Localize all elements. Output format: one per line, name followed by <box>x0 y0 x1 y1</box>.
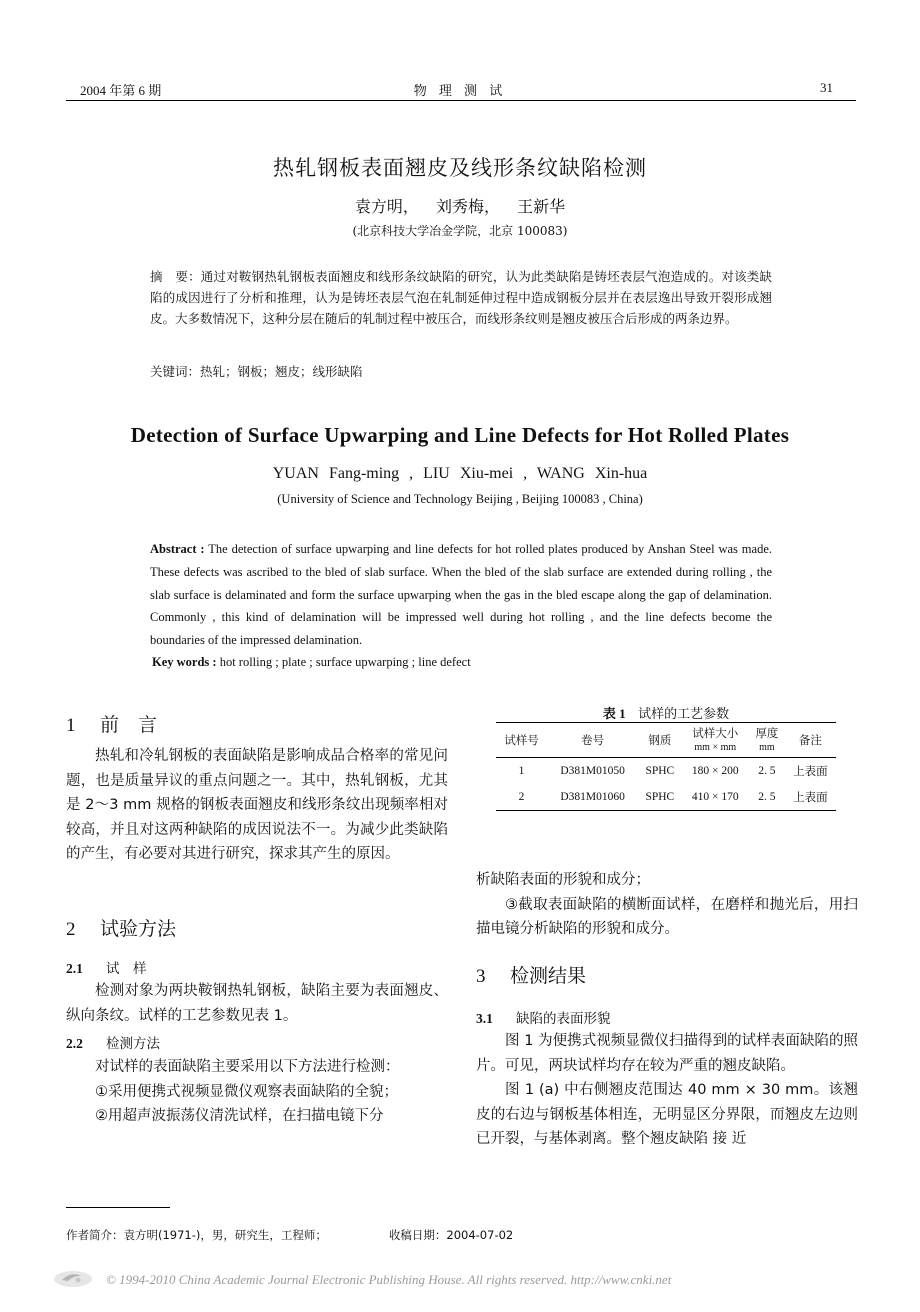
section-3-1-heading <box>476 1007 611 1027</box>
table-1-title: 试样的工艺参数 <box>638 707 730 722</box>
cell-note: 上表面 <box>793 764 828 778</box>
footnote <box>66 1227 513 1243</box>
keywords-en <box>152 655 471 670</box>
cell-size: 410 × 170 <box>682 784 749 811</box>
section-2-2-heading <box>66 1032 160 1052</box>
keywords-zh <box>150 362 363 380</box>
col-thickness-unit: mm <box>759 742 775 753</box>
cell-note: 上表面 <box>785 784 836 811</box>
footnote-received-date: 收稿日期：2004-07-02 <box>388 1228 514 1242</box>
col-steel-grade: 钢质 <box>638 723 682 758</box>
col-thickness-label: 厚度 <box>755 726 779 740</box>
section-2-1-paragraph: 检测对象为两块鞍钢热轧钢板，缺陷主要为表面翘皮、纵向条纹。试样的工艺参数见表 1。 <box>66 983 448 1024</box>
section-3-1-paragraph-1: 图 1 为便携式视频显微仪扫描得到的试样表面缺陷的照片。可见，两块试样均存在较为严重的翘皮缺陷。 <box>476 1033 858 1074</box>
cell-size: 180 × 200 <box>691 765 739 777</box>
col-sample-id: 试样号 <box>496 723 547 758</box>
section-1-title: 前 言 <box>100 714 158 736</box>
col-sample-size <box>682 723 749 758</box>
section-2-2-method-3: ③截取表面缺陷的横断面试样，在磨样和抛光后，用扫描电镜分析缺陷的形貌和成分。 <box>476 896 858 937</box>
col-thickness <box>749 723 785 758</box>
table-1-caption <box>496 703 836 722</box>
cell-coil: D381M01060 <box>547 784 638 811</box>
col-sample-size-label: 试样大小 <box>692 726 739 740</box>
copyright-notice: © 1994-2010 China Academic Journal Electronic Publishing House. All rights reserved. http://www.cnki.net <box>106 1272 672 1287</box>
cell-coil: D381M01050 <box>560 765 625 777</box>
paper-title-en: Detection of Surface Upwarping and Line Defects for Hot Rolled Plates <box>130 423 790 447</box>
section-3-number: 3 <box>476 966 486 987</box>
authors-zh: 袁方明， 刘秀梅， 王新华 <box>354 197 566 216</box>
section-3-1-number: 3.1 <box>476 1011 493 1026</box>
section-3-1-title: 缺陷的表面形貌 <box>516 1011 611 1027</box>
section-2-title: 试验方法 <box>100 918 177 940</box>
section-3-heading <box>476 961 586 988</box>
cell-id: 2 <box>496 784 547 811</box>
section-2-2-method-2-continued: 析缺陷表面的形貌和成分； <box>476 872 650 888</box>
page-number: 31 <box>820 80 833 95</box>
header-rule <box>66 100 856 101</box>
keywords-zh-label: 关键词： <box>150 364 201 379</box>
abstract-zh-text: 通过对鞍钢热轧钢板表面翘皮和线形条纹缺陷的研究，认为此类缺陷是铸坯表层气泡造成的。对该类缺陷的成因进行了分析和推理，认为是铸坯表层气泡在轧制延伸过程中造成钢板分层并在表层逸出导致开裂形成翘皮。大多数情况下，这种分层在随后的轧制过程中被压合，而线形条纹则是翘皮被压合后形成的两条边界。 <box>150 269 772 326</box>
cell-thickness: 2. 5 <box>758 765 776 777</box>
section-2-2-continued <box>476 868 858 942</box>
affiliation-zh: (北京科技大学冶金学院，北京 100083) <box>352 224 568 238</box>
col-sample-size-unit: mm × mm <box>694 742 737 753</box>
section-2-2-number: 2.2 <box>66 1036 83 1051</box>
section-2-number: 2 <box>66 919 76 940</box>
abstract-en <box>150 538 772 652</box>
section-2-2-method-2: ②用超声波振荡仪清洗试样，在扫描电镜下分 <box>95 1108 384 1124</box>
cell-grade: SPHC <box>645 765 675 777</box>
paper-title-zh: 热轧钢板表面翘皮及线形条纹缺陷检测 <box>273 156 647 180</box>
section-2-2-body <box>66 1055 448 1129</box>
section-3-1-body <box>476 1029 858 1152</box>
section-2-1-body <box>66 979 448 1028</box>
authors-en: YUAN Fang-ming , LIU Xiu-mei , WANG Xin-hua <box>272 465 648 482</box>
table-row <box>496 758 836 785</box>
table-header-row <box>496 723 836 758</box>
section-2-heading <box>66 914 176 941</box>
section-2-2-paragraph-1: 对试样的表面缺陷主要采用以下方法进行检测： <box>95 1059 400 1075</box>
running-header-issue: 2004 年第 6 期 <box>80 83 162 98</box>
section-1-paragraph: 热轧和冷轧钢板的表面缺陷是影响成品合格率的常见问题，也是质量异议的重点问题之一。其中，热轧钢板，尤其是 2～3 mm 规格的钢板表面翘皮和线形条纹出现频率相对较高，并且对这两种缺陷的成因说法不一。为减少此类缺陷的产生，有必要对其进行研究，探求其产生的原因。 <box>66 748 448 862</box>
section-2-1-number: 2.1 <box>66 961 83 976</box>
section-3-1-paragraph-2: 图 1 (a) 中右侧翘皮范围达 40 mm × 30 mm。该翘皮的右边与钢板基体相连，无明显区分界限，而翘皮左边则已开裂，与基体剥离。整个翘皮缺陷 接 近 <box>476 1082 858 1147</box>
section-2-2-method-1: ①采用便携式视频显微仪观察表面缺陷的全貌； <box>95 1083 398 1100</box>
abstract-zh <box>150 266 772 329</box>
table-1 <box>496 722 836 811</box>
abstract-zh-label: 摘 要： <box>150 269 201 284</box>
footnote-rule <box>66 1207 170 1208</box>
section-2-2-title: 检测方法 <box>106 1036 160 1052</box>
section-3-title: 检测结果 <box>510 965 587 987</box>
cell-thickness: 2. 5 <box>749 784 785 811</box>
col-note: 备注 <box>785 723 836 758</box>
cell-grade: SPHC <box>638 784 682 811</box>
table-1-number: 表 1 <box>602 706 626 721</box>
abstract-en-label: Abstract : <box>150 542 205 556</box>
cell-id: 1 <box>518 765 525 777</box>
section-2-1-heading <box>66 957 147 977</box>
keywords-zh-text: 热轧；钢板；翘皮；线形缺陷 <box>200 364 363 379</box>
affiliation-en: (University of Science and Technology Beijing , Beijing 100083 , China) <box>277 492 643 506</box>
cnki-logo-icon <box>52 1267 94 1289</box>
keywords-en-text: hot rolling ; plate ; surface upwarping ; line defect <box>216 655 471 669</box>
keywords-en-label: Key words : <box>152 655 217 669</box>
section-2-1-title: 试 样 <box>106 961 147 977</box>
abstract-en-text: The detection of surface upwarping and line defects for hot rolled plates produced by Anshan Steel was made. These defects was ascribed to the bled of slab surface. When the bled of the slab surface are extended during rolling , the slab surface is delaminated and form the surface upwarping when the gas in the bled escape along the gap of delamination. Commonly , this kind of delamination will be impressed well during hot rolling , and the line defects become the boundaries of the impressed delamination. <box>150 542 772 648</box>
footnote-author-intro: 作者简介：袁方明(1971-)，男，研究生，工程师； <box>66 1228 327 1242</box>
table-row <box>496 784 836 811</box>
section-1-heading <box>66 710 157 737</box>
col-coil-number: 卷号 <box>547 723 638 758</box>
section-1-number: 1 <box>66 715 76 736</box>
section-1-body <box>66 744 448 867</box>
running-header-journal: 物 理 测 试 <box>413 84 507 99</box>
